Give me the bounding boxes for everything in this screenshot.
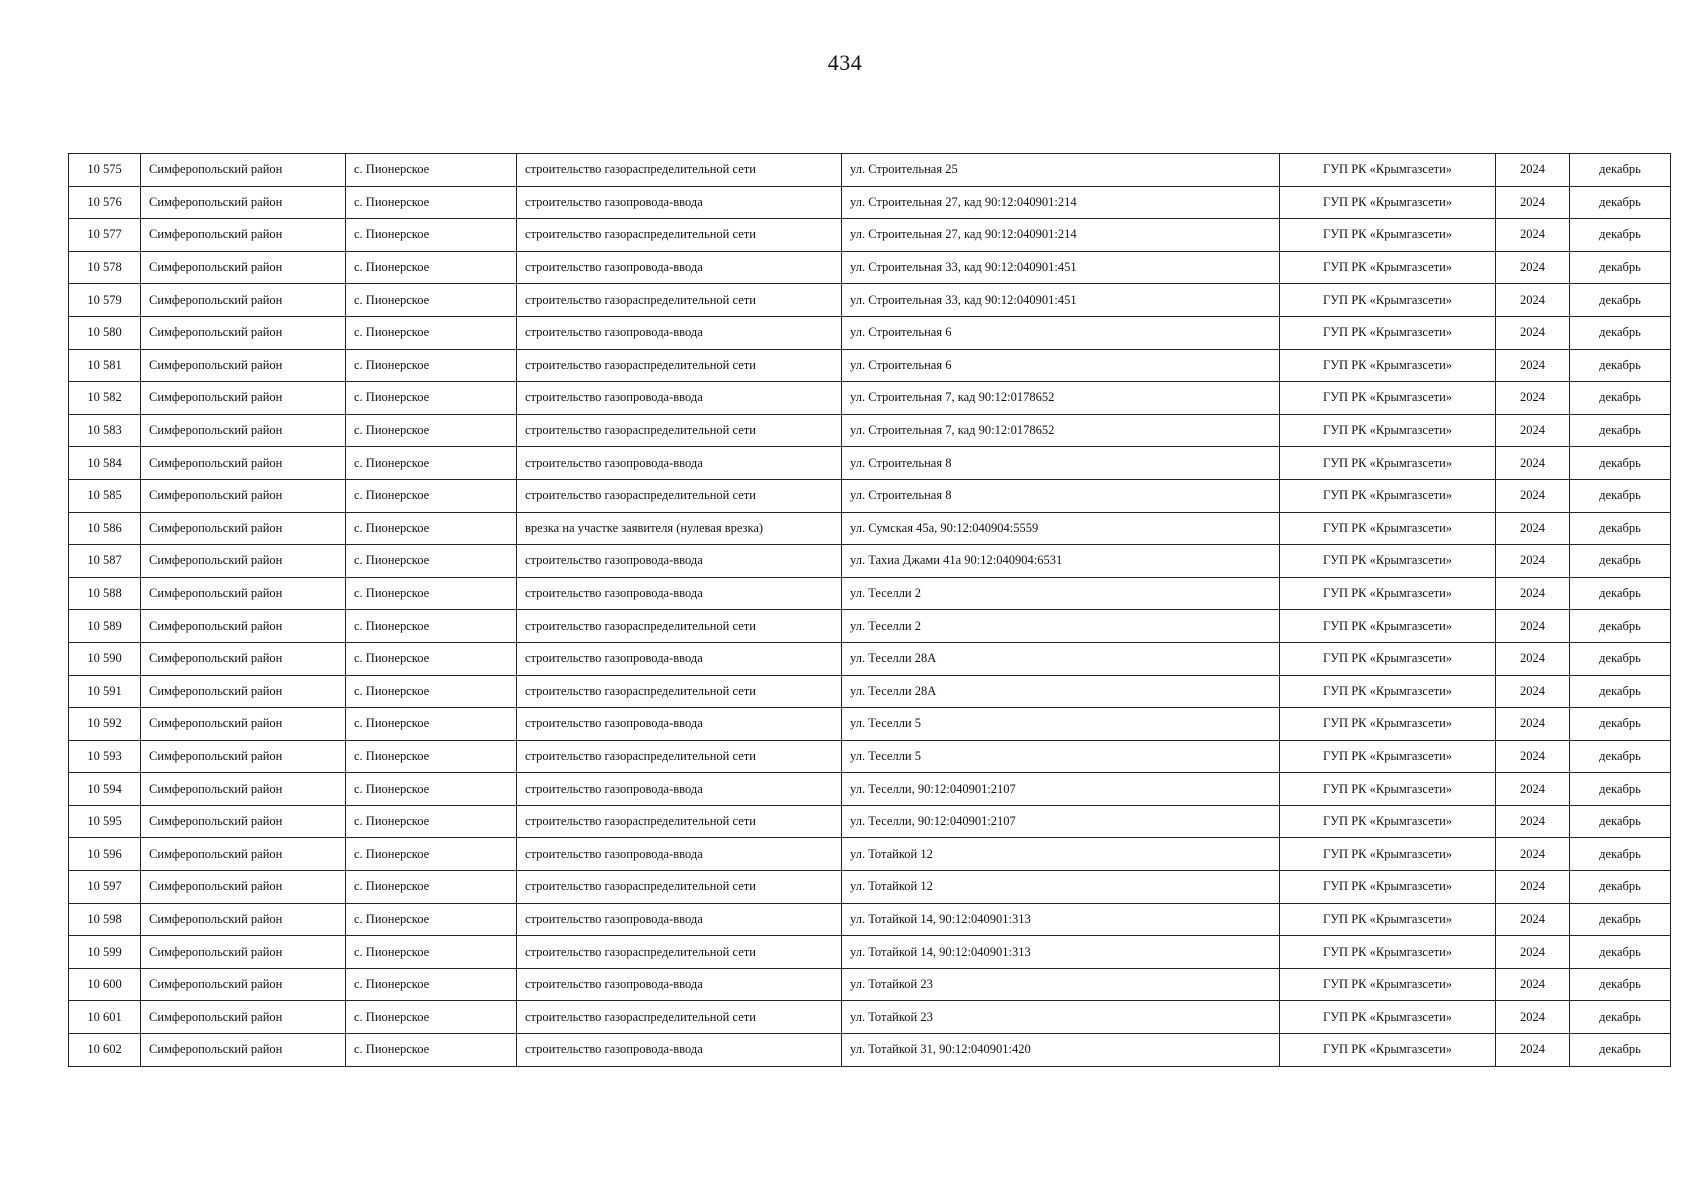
cell-work-type: строительство газораспределительной сети: [517, 479, 842, 512]
cell-organization: ГУП РК «Крымгазсети»: [1280, 642, 1496, 675]
cell-year: 2024: [1496, 1001, 1570, 1034]
cell-month: декабрь: [1570, 414, 1671, 447]
cell-work-type: строительство газопровода-ввода: [517, 251, 842, 284]
cell-work-type: строительство газораспределительной сети: [517, 154, 842, 187]
cell-year: 2024: [1496, 708, 1570, 741]
cell-organization: ГУП РК «Крымгазсети»: [1280, 512, 1496, 545]
cell-month: декабрь: [1570, 610, 1671, 643]
cell-address: ул. Тотайкой 23: [842, 968, 1280, 1001]
cell-settlement: с. Пионерское: [346, 577, 517, 610]
cell-district: Симферопольский район: [141, 414, 346, 447]
table-row: [69, 903, 1671, 936]
cell-organization: ГУП РК «Крымгазсети»: [1280, 316, 1496, 349]
cell-district: Симферопольский район: [141, 316, 346, 349]
cell-settlement: с. Пионерское: [346, 871, 517, 904]
cell-number: 10 597: [69, 871, 141, 904]
cell-year: 2024: [1496, 545, 1570, 578]
cell-address: ул. Теселли 2: [842, 610, 1280, 643]
table-row: [69, 349, 1671, 382]
cell-month: декабрь: [1570, 708, 1671, 741]
cell-work-type: строительство газопровода-ввода: [517, 1034, 842, 1067]
cell-number: 10 600: [69, 968, 141, 1001]
cell-year: 2024: [1496, 186, 1570, 219]
cell-district: Симферопольский район: [141, 479, 346, 512]
cell-address: ул. Тотайкой 23: [842, 1001, 1280, 1034]
table-row: [69, 577, 1671, 610]
cell-number: 10 587: [69, 545, 141, 578]
cell-work-type: строительство газораспределительной сети: [517, 610, 842, 643]
cell-address: ул. Теселли 5: [842, 708, 1280, 741]
table-row: [69, 642, 1671, 675]
cell-number: 10 602: [69, 1034, 141, 1067]
table-row: [69, 968, 1671, 1001]
table-row: [69, 871, 1671, 904]
cell-district: Симферопольский район: [141, 545, 346, 578]
cell-year: 2024: [1496, 251, 1570, 284]
cell-work-type: строительство газопровода-ввода: [517, 577, 842, 610]
cell-month: декабрь: [1570, 316, 1671, 349]
cell-address: ул. Строительная 7, кад 90:12:0178652: [842, 414, 1280, 447]
cell-number: 10 580: [69, 316, 141, 349]
cell-work-type: строительство газораспределительной сети: [517, 675, 842, 708]
cell-organization: ГУП РК «Крымгазсети»: [1280, 219, 1496, 252]
cell-district: Симферопольский район: [141, 642, 346, 675]
cell-month: декабрь: [1570, 349, 1671, 382]
cell-month: декабрь: [1570, 479, 1671, 512]
cell-district: Симферопольский район: [141, 349, 346, 382]
cell-organization: ГУП РК «Крымгазсети»: [1280, 284, 1496, 317]
register-body: [69, 154, 1671, 1067]
cell-number: 10 577: [69, 219, 141, 252]
cell-organization: ГУП РК «Крымгазсети»: [1280, 740, 1496, 773]
cell-address: ул. Строительная 8: [842, 479, 1280, 512]
cell-work-type: строительство газораспределительной сети: [517, 414, 842, 447]
cell-work-type: строительство газораспределительной сети: [517, 349, 842, 382]
cell-district: Симферопольский район: [141, 838, 346, 871]
cell-work-type: строительство газопровода-ввода: [517, 838, 842, 871]
cell-settlement: с. Пионерское: [346, 316, 517, 349]
cell-address: ул. Строительная 6: [842, 316, 1280, 349]
table-row: [69, 773, 1671, 806]
cell-settlement: с. Пионерское: [346, 545, 517, 578]
cell-address: ул. Строительная 33, кад 90:12:040901:451: [842, 284, 1280, 317]
cell-district: Симферопольский район: [141, 251, 346, 284]
cell-year: 2024: [1496, 968, 1570, 1001]
cell-organization: ГУП РК «Крымгазсети»: [1280, 447, 1496, 480]
cell-work-type: врезка на участке заявителя (нулевая врезка): [517, 512, 842, 545]
table-row: [69, 936, 1671, 969]
cell-district: Симферопольский район: [141, 219, 346, 252]
cell-settlement: с. Пионерское: [346, 186, 517, 219]
cell-number: 10 588: [69, 577, 141, 610]
cell-number: 10 598: [69, 903, 141, 936]
cell-district: Симферопольский район: [141, 871, 346, 904]
cell-address: ул. Тотайкой 12: [842, 871, 1280, 904]
cell-number: 10 579: [69, 284, 141, 317]
cell-settlement: с. Пионерское: [346, 740, 517, 773]
cell-organization: ГУП РК «Крымгазсети»: [1280, 773, 1496, 806]
cell-month: декабрь: [1570, 903, 1671, 936]
table-row: [69, 675, 1671, 708]
cell-year: 2024: [1496, 903, 1570, 936]
cell-organization: ГУП РК «Крымгазсети»: [1280, 479, 1496, 512]
cell-organization: ГУП РК «Крымгазсети»: [1280, 382, 1496, 415]
cell-month: декабрь: [1570, 740, 1671, 773]
cell-number: 10 575: [69, 154, 141, 187]
cell-address: ул. Тотайкой 14, 90:12:040901:313: [842, 903, 1280, 936]
cell-address: ул. Теселли 2: [842, 577, 1280, 610]
cell-district: Симферопольский район: [141, 284, 346, 317]
cell-district: Симферопольский район: [141, 740, 346, 773]
cell-month: декабрь: [1570, 642, 1671, 675]
cell-address: ул. Теселли 28А: [842, 675, 1280, 708]
cell-year: 2024: [1496, 349, 1570, 382]
cell-work-type: строительство газопровода-ввода: [517, 903, 842, 936]
cell-organization: ГУП РК «Крымгазсети»: [1280, 154, 1496, 187]
cell-work-type: строительство газопровода-ввода: [517, 642, 842, 675]
cell-district: Симферопольский район: [141, 512, 346, 545]
table-row: [69, 1034, 1671, 1067]
cell-month: декабрь: [1570, 838, 1671, 871]
table-row: [69, 316, 1671, 349]
cell-settlement: с. Пионерское: [346, 708, 517, 741]
cell-district: Симферопольский район: [141, 154, 346, 187]
cell-year: 2024: [1496, 447, 1570, 480]
cell-month: декабрь: [1570, 577, 1671, 610]
cell-number: 10 578: [69, 251, 141, 284]
table-row: [69, 154, 1671, 187]
table-row: [69, 838, 1671, 871]
cell-organization: ГУП РК «Крымгазсети»: [1280, 545, 1496, 578]
cell-work-type: строительство газораспределительной сети: [517, 284, 842, 317]
cell-settlement: с. Пионерское: [346, 382, 517, 415]
cell-district: Симферопольский район: [141, 968, 346, 1001]
cell-settlement: с. Пионерское: [346, 936, 517, 969]
cell-organization: ГУП РК «Крымгазсети»: [1280, 1001, 1496, 1034]
cell-month: декабрь: [1570, 675, 1671, 708]
cell-settlement: с. Пионерское: [346, 414, 517, 447]
table-row: [69, 382, 1671, 415]
cell-organization: ГУП РК «Крымгазсети»: [1280, 708, 1496, 741]
cell-number: 10 591: [69, 675, 141, 708]
page-number: 434: [827, 50, 863, 75]
cell-settlement: с. Пионерское: [346, 447, 517, 480]
cell-year: 2024: [1496, 838, 1570, 871]
cell-year: 2024: [1496, 512, 1570, 545]
cell-month: декабрь: [1570, 545, 1671, 578]
cell-number: 10 581: [69, 349, 141, 382]
cell-address: ул. Строительная 25: [842, 154, 1280, 187]
cell-settlement: с. Пионерское: [346, 512, 517, 545]
cell-address: ул. Теселли, 90:12:040901:2107: [842, 773, 1280, 806]
table-row: [69, 740, 1671, 773]
cell-work-type: строительство газопровода-ввода: [517, 968, 842, 1001]
cell-district: Симферопольский район: [141, 610, 346, 643]
cell-district: Симферопольский район: [141, 1001, 346, 1034]
cell-number: 10 592: [69, 708, 141, 741]
cell-work-type: строительство газопровода-ввода: [517, 316, 842, 349]
cell-number: 10 583: [69, 414, 141, 447]
cell-organization: ГУП РК «Крымгазсети»: [1280, 186, 1496, 219]
table-row: [69, 284, 1671, 317]
cell-settlement: с. Пионерское: [346, 805, 517, 838]
cell-work-type: строительство газопровода-ввода: [517, 708, 842, 741]
cell-settlement: с. Пионерское: [346, 838, 517, 871]
cell-organization: ГУП РК «Крымгазсети»: [1280, 251, 1496, 284]
cell-number: 10 599: [69, 936, 141, 969]
register-table: [68, 153, 1671, 1067]
cell-month: декабрь: [1570, 219, 1671, 252]
cell-work-type: строительство газораспределительной сети: [517, 219, 842, 252]
cell-month: декабрь: [1570, 154, 1671, 187]
cell-organization: ГУП РК «Крымгазсети»: [1280, 968, 1496, 1001]
table-row: [69, 414, 1671, 447]
cell-work-type: строительство газопровода-ввода: [517, 545, 842, 578]
cell-number: 10 601: [69, 1001, 141, 1034]
cell-month: декабрь: [1570, 1001, 1671, 1034]
cell-year: 2024: [1496, 805, 1570, 838]
cell-number: 10 586: [69, 512, 141, 545]
cell-address: ул. Тотайкой 31, 90:12:040901:420: [842, 1034, 1280, 1067]
cell-organization: ГУП РК «Крымгазсети»: [1280, 936, 1496, 969]
cell-month: декабрь: [1570, 447, 1671, 480]
cell-month: декабрь: [1570, 871, 1671, 904]
cell-month: декабрь: [1570, 936, 1671, 969]
cell-number: 10 590: [69, 642, 141, 675]
cell-number: 10 582: [69, 382, 141, 415]
table-row: [69, 219, 1671, 252]
cell-settlement: с. Пионерское: [346, 610, 517, 643]
cell-month: декабрь: [1570, 284, 1671, 317]
cell-number: 10 576: [69, 186, 141, 219]
cell-settlement: с. Пионерское: [346, 219, 517, 252]
cell-district: Симферопольский район: [141, 186, 346, 219]
cell-number: 10 595: [69, 805, 141, 838]
cell-address: ул. Теселли 5: [842, 740, 1280, 773]
cell-organization: ГУП РК «Крымгазсети»: [1280, 349, 1496, 382]
cell-year: 2024: [1496, 773, 1570, 806]
cell-address: ул. Тахиа Джами 41а 90:12:040904:6531: [842, 545, 1280, 578]
cell-address: ул. Строительная 27, кад 90:12:040901:214: [842, 186, 1280, 219]
cell-address: ул. Тотайкой 12: [842, 838, 1280, 871]
table-row: [69, 805, 1671, 838]
cell-address: ул. Строительная 33, кад 90:12:040901:451: [842, 251, 1280, 284]
cell-district: Симферопольский район: [141, 675, 346, 708]
cell-district: Симферопольский район: [141, 708, 346, 741]
cell-organization: ГУП РК «Крымгазсети»: [1280, 871, 1496, 904]
table-row: [69, 251, 1671, 284]
cell-address: ул. Строительная 6: [842, 349, 1280, 382]
cell-work-type: строительство газопровода-ввода: [517, 447, 842, 480]
table-row: [69, 479, 1671, 512]
cell-year: 2024: [1496, 284, 1570, 317]
cell-settlement: с. Пионерское: [346, 1034, 517, 1067]
cell-organization: ГУП РК «Крымгазсети»: [1280, 1034, 1496, 1067]
cell-organization: ГУП РК «Крымгазсети»: [1280, 838, 1496, 871]
cell-district: Симферопольский район: [141, 936, 346, 969]
cell-address: ул. Теселли 28А: [842, 642, 1280, 675]
cell-settlement: с. Пионерское: [346, 773, 517, 806]
cell-year: 2024: [1496, 740, 1570, 773]
cell-district: Симферопольский район: [141, 773, 346, 806]
cell-organization: ГУП РК «Крымгазсети»: [1280, 675, 1496, 708]
table-row: [69, 447, 1671, 480]
cell-settlement: с. Пионерское: [346, 675, 517, 708]
cell-year: 2024: [1496, 610, 1570, 643]
cell-address: ул. Теселли, 90:12:040901:2107: [842, 805, 1280, 838]
cell-settlement: с. Пионерское: [346, 642, 517, 675]
cell-settlement: с. Пионерское: [346, 284, 517, 317]
cell-year: 2024: [1496, 577, 1570, 610]
cell-address: ул. Строительная 27, кад 90:12:040901:214: [842, 219, 1280, 252]
cell-settlement: с. Пионерское: [346, 154, 517, 187]
cell-work-type: строительство газораспределительной сети: [517, 805, 842, 838]
cell-number: 10 589: [69, 610, 141, 643]
cell-address: ул. Строительная 7, кад 90:12:0178652: [842, 382, 1280, 415]
cell-work-type: строительство газораспределительной сети: [517, 1001, 842, 1034]
table-row: [69, 545, 1671, 578]
cell-number: 10 596: [69, 838, 141, 871]
table-row: [69, 512, 1671, 545]
cell-year: 2024: [1496, 642, 1570, 675]
cell-settlement: с. Пионерское: [346, 349, 517, 382]
cell-month: декабрь: [1570, 186, 1671, 219]
cell-district: Симферопольский район: [141, 805, 346, 838]
cell-organization: ГУП РК «Крымгазсети»: [1280, 903, 1496, 936]
cell-year: 2024: [1496, 219, 1570, 252]
cell-year: 2024: [1496, 479, 1570, 512]
cell-organization: ГУП РК «Крымгазсети»: [1280, 805, 1496, 838]
cell-settlement: с. Пионерское: [346, 968, 517, 1001]
cell-number: 10 585: [69, 479, 141, 512]
cell-settlement: с. Пионерское: [346, 1001, 517, 1034]
cell-address: ул. Тотайкой 14, 90:12:040901:313: [842, 936, 1280, 969]
cell-year: 2024: [1496, 675, 1570, 708]
cell-district: Симферопольский район: [141, 577, 346, 610]
cell-year: 2024: [1496, 871, 1570, 904]
cell-year: 2024: [1496, 414, 1570, 447]
table-row: [69, 610, 1671, 643]
cell-organization: ГУП РК «Крымгазсети»: [1280, 414, 1496, 447]
cell-settlement: с. Пионерское: [346, 479, 517, 512]
cell-month: декабрь: [1570, 512, 1671, 545]
cell-year: 2024: [1496, 316, 1570, 349]
cell-number: 10 594: [69, 773, 141, 806]
cell-year: 2024: [1496, 936, 1570, 969]
cell-year: 2024: [1496, 1034, 1570, 1067]
table-row: [69, 186, 1671, 219]
cell-month: декабрь: [1570, 251, 1671, 284]
cell-address: ул. Строительная 8: [842, 447, 1280, 480]
cell-address: ул. Сумская 45а, 90:12:040904:5559: [842, 512, 1280, 545]
table-row: [69, 1001, 1671, 1034]
cell-year: 2024: [1496, 382, 1570, 415]
cell-year: 2024: [1496, 154, 1570, 187]
cell-district: Симферопольский район: [141, 903, 346, 936]
cell-month: декабрь: [1570, 382, 1671, 415]
cell-work-type: строительство газопровода-ввода: [517, 773, 842, 806]
cell-number: 10 584: [69, 447, 141, 480]
cell-month: декабрь: [1570, 1034, 1671, 1067]
cell-district: Симферопольский район: [141, 1034, 346, 1067]
cell-month: декабрь: [1570, 773, 1671, 806]
cell-settlement: с. Пионерское: [346, 251, 517, 284]
cell-work-type: строительство газораспределительной сети: [517, 936, 842, 969]
cell-district: Симферопольский район: [141, 382, 346, 415]
cell-number: 10 593: [69, 740, 141, 773]
table-row: [69, 708, 1671, 741]
cell-work-type: строительство газопровода-ввода: [517, 382, 842, 415]
cell-district: Симферопольский район: [141, 447, 346, 480]
cell-month: декабрь: [1570, 805, 1671, 838]
cell-organization: ГУП РК «Крымгазсети»: [1280, 577, 1496, 610]
cell-month: декабрь: [1570, 968, 1671, 1001]
cell-organization: ГУП РК «Крымгазсети»: [1280, 610, 1496, 643]
cell-work-type: строительство газопровода-ввода: [517, 186, 842, 219]
cell-settlement: с. Пионерское: [346, 903, 517, 936]
cell-work-type: строительство газораспределительной сети: [517, 871, 842, 904]
cell-work-type: строительство газораспределительной сети: [517, 740, 842, 773]
